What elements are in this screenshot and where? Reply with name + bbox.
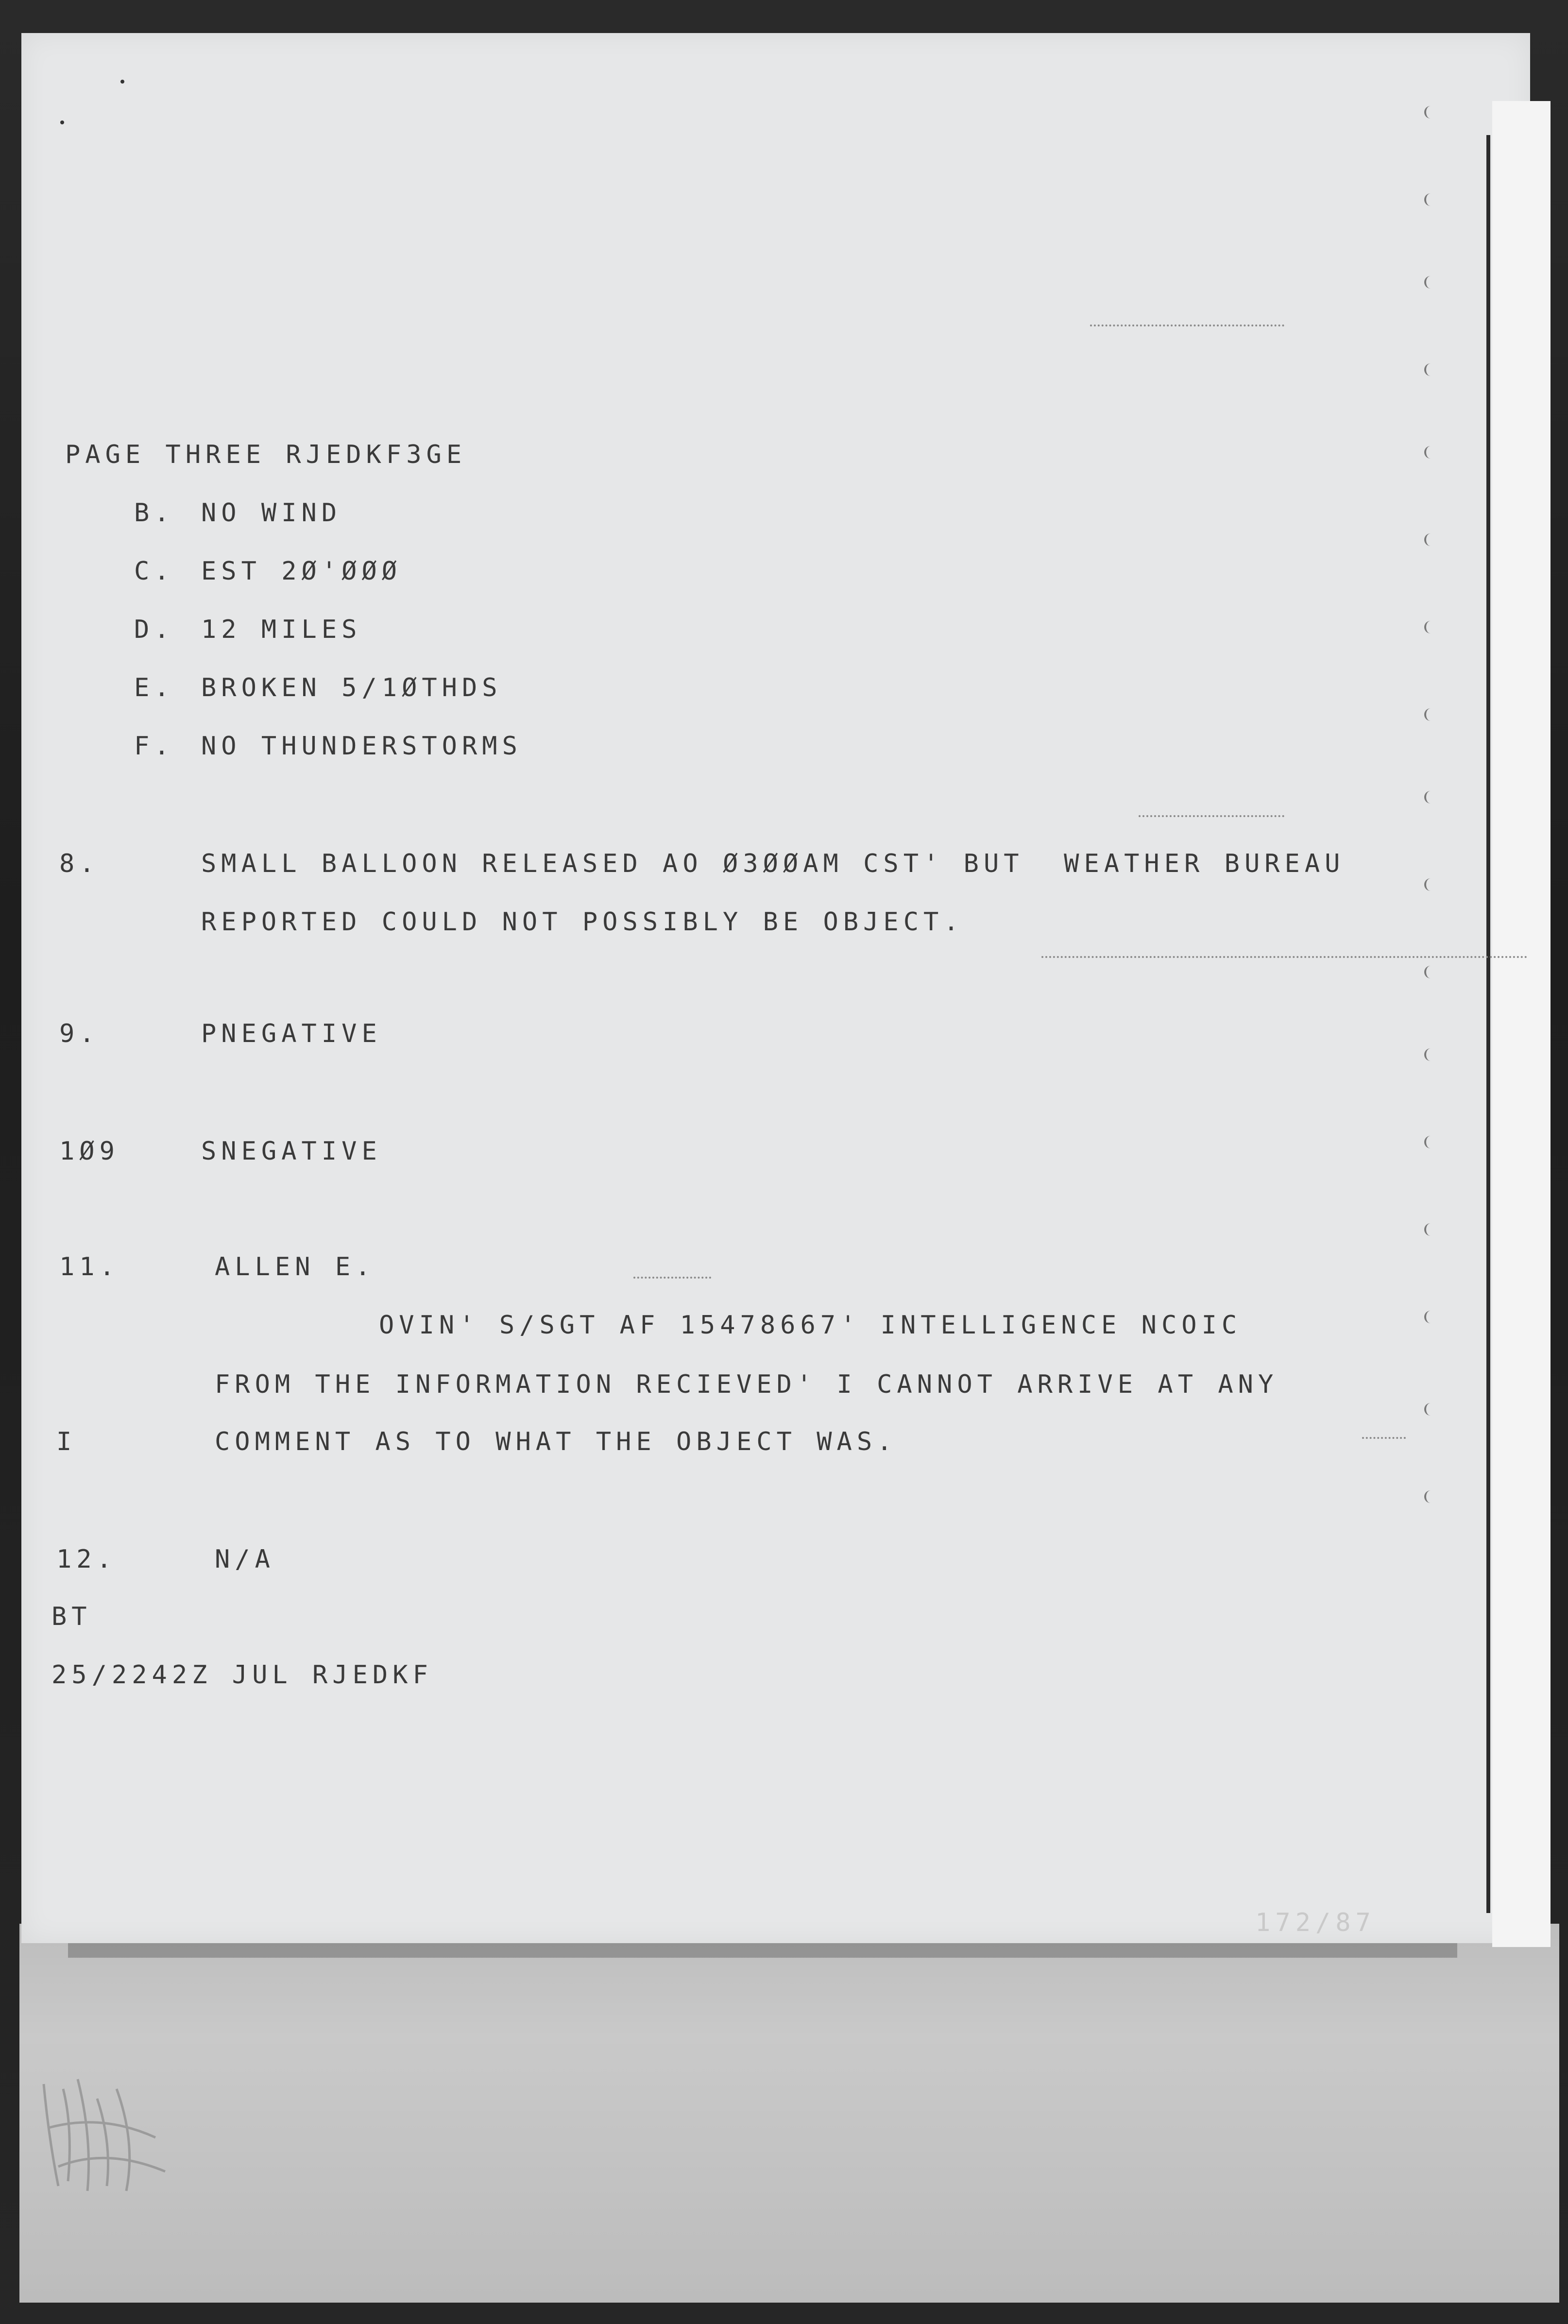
margin-tick: [1424, 276, 1435, 289]
date-time-group: 25/2242Z JUL RJEDKF: [51, 1660, 433, 1690]
margin-tick: [1424, 193, 1435, 206]
item-text: 12 MILES: [201, 615, 362, 644]
margin-tick: [1424, 533, 1435, 546]
margin-tick: [1424, 878, 1435, 891]
item-text: REPORTED COULD NOT POSSIBLY BE OBJECT.: [201, 907, 964, 937]
item-text: ALLEN E.: [215, 1252, 375, 1282]
margin-tick: [1424, 1223, 1435, 1236]
margin-tick: [1424, 1490, 1435, 1503]
item-text: EST 2Ø'ØØØ: [201, 557, 402, 586]
item-text: SMALL BALLOON RELEASED AO Ø3ØØAM CST' BUT WEATHER BUREAU: [201, 849, 1345, 878]
page-header: PAGE THREE RJEDKF3GE: [65, 440, 467, 469]
dotted-artifact: [633, 1277, 711, 1279]
item-text: COMMENT AS TO WHAT THE OBJECT WAS.: [215, 1427, 897, 1456]
break-marker: BT: [51, 1602, 92, 1631]
item-number: 1Ø9: [59, 1137, 119, 1166]
speck: [120, 80, 124, 84]
item-number: 8.: [59, 849, 100, 878]
item-text: SNEGATIVE: [201, 1137, 382, 1166]
item-text: FROM THE INFORMATION RECIEVED' I CANNOT ARRIVE AT ANY: [215, 1370, 1278, 1399]
handwritten-scribble: [29, 2069, 185, 2196]
faint-stamp: 172/87: [1255, 1908, 1376, 1937]
margin-tick: [1424, 1048, 1435, 1061]
item-text: PNEGATIVE: [201, 1019, 382, 1048]
margin-tick: [1424, 791, 1435, 803]
right-margin-rule: [1486, 135, 1490, 1913]
margin-tick: [1424, 708, 1435, 721]
item-letter: D.: [134, 615, 174, 644]
item-text: NO WIND: [201, 498, 342, 528]
margin-tick: [1424, 106, 1435, 119]
margin-tick: [1424, 363, 1435, 376]
margin-mark-text: I: [56, 1427, 77, 1456]
dotted-artifact: [1362, 1437, 1406, 1439]
item-text: BROKEN 5/1ØTHDS: [201, 673, 502, 702]
margin-tick: [1424, 446, 1435, 459]
item-letter: F.: [134, 732, 174, 761]
item-text: NO THUNDERSTORMS: [201, 732, 522, 761]
speck: [60, 120, 64, 124]
item-letter: B.: [134, 498, 174, 528]
margin-tick: [1424, 966, 1435, 978]
margin-tick: [1424, 1311, 1435, 1323]
dotted-artifact: [1090, 325, 1284, 326]
margin-tick: [1424, 1403, 1435, 1416]
margin-tick: [1424, 1136, 1435, 1148]
scan-lower-area: [19, 1924, 1559, 2303]
right-margin-band: [1492, 101, 1551, 1947]
item-number: 12.: [56, 1545, 117, 1574]
dotted-artifact: [1139, 815, 1284, 817]
item-text: N/A: [215, 1545, 275, 1574]
item-number: 11.: [59, 1252, 119, 1282]
item-number: 9.: [59, 1019, 100, 1048]
document-page: [21, 33, 1530, 1943]
margin-tick: [1424, 621, 1435, 633]
item-text: OVIN' S/SGT AF 15478667' INTELLIGENCE NCOIC: [379, 1311, 1242, 1340]
dotted-artifact: [1041, 956, 1527, 958]
item-letter: E.: [134, 673, 174, 702]
item-letter: C.: [134, 557, 174, 586]
